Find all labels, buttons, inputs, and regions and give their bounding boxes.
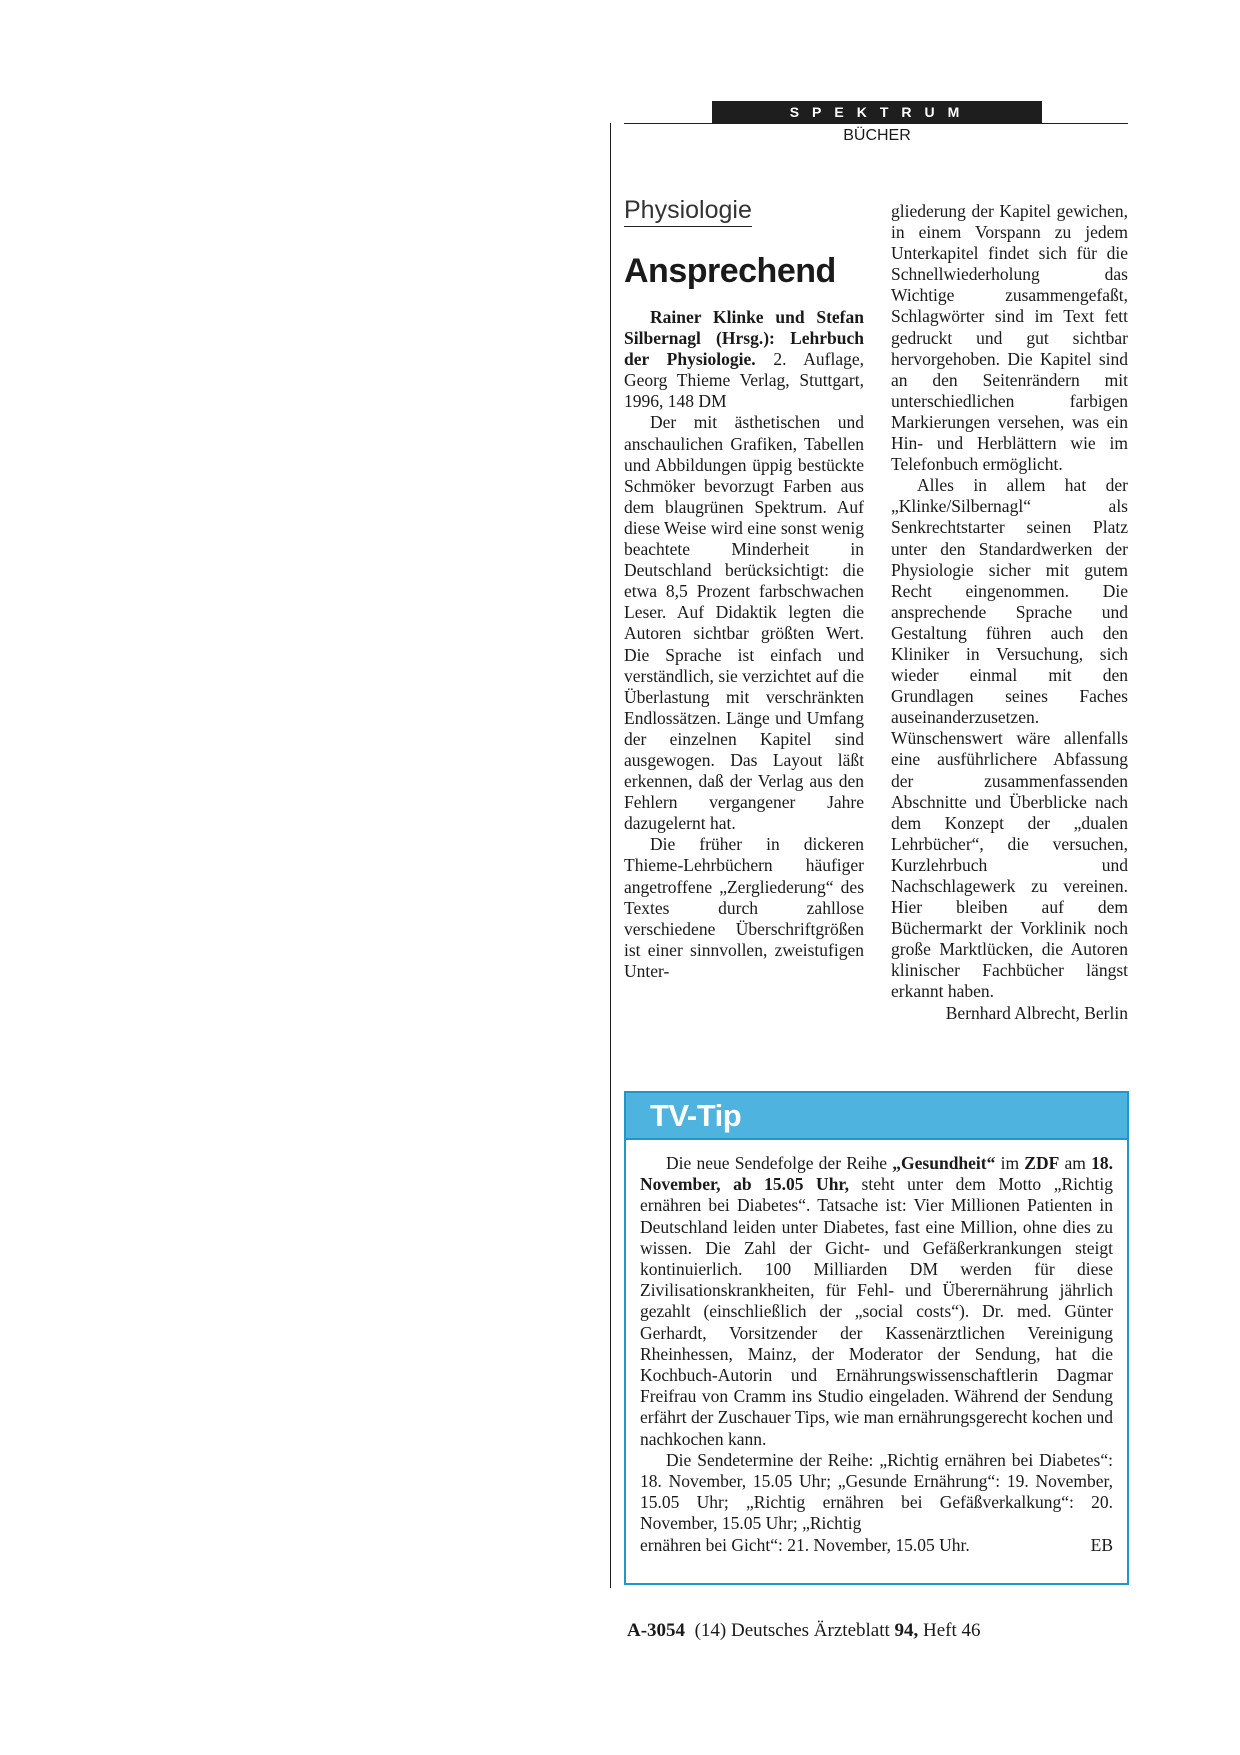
article-paragraph-2-continued: gliederung der Kapitel gewichen, in einem Vorspann zu jedem Unterkapitel findet sich für die Schnellwiederholung das Wichtige zusammengefaßt, Schlagwörter sind im Text fett gedruckt und gut sichtbar hervorgehoben. Die Kapitel sind an den Seitenrändern mit unterschiedlichen farbigen Markierungen versehen, was ein Hin- und Herblättern wie im Telefonbuch ermöglicht. bbox=[891, 201, 1128, 475]
page-footer bbox=[627, 1620, 981, 1642]
tv-tip-paragraph-2: Die Sendetermine der Reihe: „Richtig ernähren bei Diabetes“: 18. November, 15.05 Uhr; „Gesunde Ernährung“: 19. November, 15.05 Uhr; „Richtig ernähren bei Gefäßverkalkung“: 20. November, 15.05 Uhr; „Richtig bbox=[640, 1449, 1113, 1534]
tv-tip-last-line bbox=[640, 1535, 1113, 1556]
article-paragraph-2: Die früher in dickeren Thieme-Lehrbüchern häufiger angetroffene „Zergliederung“ des Textes durch zahllose verschiedene Überschriftgrößen ist einer sinnvollen, zweistufigen Unter- bbox=[624, 834, 864, 981]
column-divider bbox=[610, 123, 611, 1588]
page-info: (14) Deutsches Ärzteblatt bbox=[694, 1620, 890, 1641]
article-column-2 bbox=[891, 201, 1128, 1024]
article-kicker: Physiologie bbox=[624, 196, 752, 227]
subsection-label: BÜCHER bbox=[843, 127, 911, 144]
tv-tip-box bbox=[624, 1091, 1129, 1585]
book-reference-details: 2. Auflage, Georg Thieme Verlag, Stuttgart, 1996, 148 DM bbox=[624, 349, 864, 412]
article-paragraph-1: Der mit ästhetischen und anschaulichen Grafiken, Tabellen und Abbildungen üppig bestückte Schmöker bevorzugt Farben aus dem blaugrünen Spektrum. Auf diese Weise wird eine sonst wenig beachtete Minderheit in Deutschland berücksichtigt: die etwa 8,5 Prozent farbschwachen Leser. Auf Didaktik legten die Autoren sichtbar größten Wert. Die Sprache ist einfach und verständlich, sie verzichtet auf die Überlastung mit verschränkten Endlossätzen. Länge und Umfang der einzelnen Kapitel sind ausgewogen. Das Layout läßt erkennen, daß der Verlag aus den Fehlern vergangener Jahre dazugelernt hat. bbox=[624, 412, 864, 834]
page-code: A-3054 bbox=[627, 1620, 686, 1641]
tv-tip-paragraph-1: Die neue Sendefolge der Reihe „Gesundheit“ im ZDF am 18. November, ab 15.05 Uhr, steht unter dem Motto „Richtig ernähren bei Diabetes“. Tatsache ist: Vier Millionen Patienten in Deutschland leiden unter Diabetes, fast eine Million, ohne dies zu wissen. Die Zahl der Gicht- und Gefäßerkrankungen steigt kontinuierlich. 100 Milliarden DM werden für diese Zivilisationskrankheiten, für Fehl- und Überernährung jährlich gezahlt (einschließlich der „social costs“). Dr. med. Günter Gerhardt, Vorsitzender der Kassenärztlichen Vereinigung Rheinhessen, Mainz, der Moderator der Sendung, hat die Kochbuch-Autorin und Ernährungswissenschaftlerin Dagmar Freifrau von Cramm ins Studio eingeladen. Während der Sendung erfährt der Zuschauer Tips, wie man ernährungsgerecht kochen und nachkochen kann. bbox=[640, 1153, 1113, 1449]
book-reference bbox=[624, 307, 864, 412]
volume-number: 94, bbox=[894, 1620, 919, 1641]
article-paragraph-3: Alles in allem hat der „Klinke/Silbernagl“ als Senkrechtstarter seinen Platz unter den Standardwerken der Physiologie sicher mit gutem Recht eingenommen. Die ansprechende Sprache und Gestaltung führen auch den Kliniker in Versuchung, sich wieder einmal mit den Grundlagen seines Faches auseinanderzusetzen. Wünschenswert wäre allenfalls eine ausführlichere Abfassung der zusammenfassenden Abschnitte und Überblicke nach dem Konzept der „dualen Lehrbücher“, die versuchen, Kurzlehrbuch und Nachschlagewerk zu vereinen. Hier bleiben auf dem Büchermarkt der Vorklinik noch große Marktlücken, die Autoren klinischer Fachbücher längst erkannt haben. bbox=[891, 475, 1128, 1002]
tv-tip-last-text: ernähren bei Gicht“: 21. November, 15.05 Uhr. bbox=[640, 1534, 970, 1555]
article-headline: Ansprechend bbox=[624, 252, 836, 290]
tv-tip-title: TV-Tip bbox=[626, 1093, 1127, 1140]
tv-tip-body bbox=[640, 1153, 1113, 1556]
article-column-1 bbox=[624, 307, 864, 982]
book-reference-title: Rainer Klinke und Stefan Silbernagl (Hrsg.): Lehrbuch der Physiologie. bbox=[624, 307, 864, 370]
issue-number: Heft 46 bbox=[923, 1620, 981, 1641]
tv-tip-signature: EB bbox=[1090, 1534, 1113, 1555]
article-author: Bernhard Albrecht, Berlin bbox=[945, 1002, 1128, 1023]
section-banner: SPEKTRUM bbox=[712, 101, 1042, 123]
header-rule bbox=[624, 123, 1128, 124]
